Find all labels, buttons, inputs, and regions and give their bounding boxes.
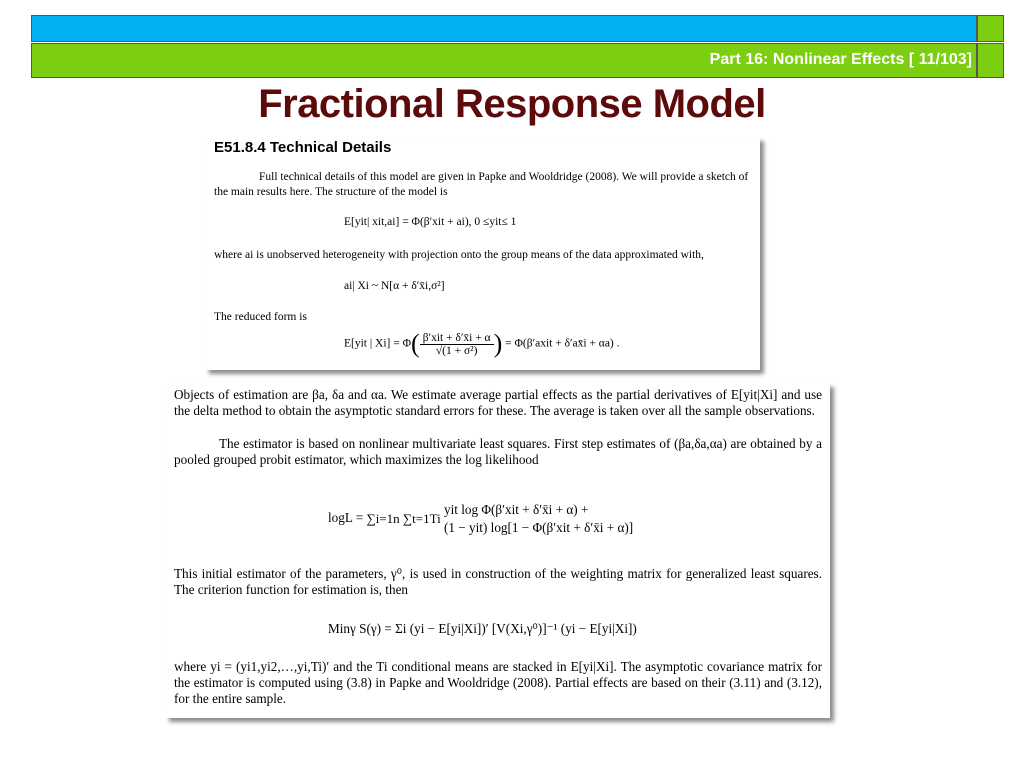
header-bar-top bbox=[31, 15, 977, 42]
part-label: Part 16: Nonlinear Effects [ 11/103] bbox=[709, 51, 972, 68]
technical-details-panel bbox=[205, 137, 760, 370]
loglik-lhs: logL = bbox=[328, 510, 364, 526]
loglik-line-2: (1 − yit) log[1 − Φ(β′xit + δ′x̄i + α)] bbox=[444, 520, 634, 535]
header-side-box-top bbox=[977, 15, 1004, 42]
paragraph-model-intro: Full technical details of this model are given in Papke and Wooldridge (2008). We will provide a sketch of the main results here. The structure of the model is bbox=[214, 171, 749, 198]
fraction-denominator: √(1 + σ²) bbox=[435, 344, 478, 357]
header-bar-green bbox=[31, 43, 977, 78]
equation-criterion: Minγ S(γ) = Σi (yi − E[yi|Xi])′ [V(Xi,γ⁰)]⁻¹ (yi − E[yi|Xi]) bbox=[328, 621, 637, 636]
paragraph-reduced-form: The reduced form is bbox=[214, 311, 307, 323]
header-side-box-bottom bbox=[977, 43, 1004, 78]
paragraph-stacking: where yi = (yi1,yi2,…,yi,Ti)′ and the Ti conditional means are stacked in E[yi|Xi]. The asymptotic covariance matrix for the estimator is computed using (3.8) in Papke and Wooldridge (2008). Partial effects are based on their (3.11) and (3.12), for the entire sample. bbox=[174, 659, 822, 706]
panel-heading: E51.8.4 Technical Details bbox=[214, 139, 392, 156]
equation-model-structure: E[yit| xit,ai] = Φ(β′xit + ai), 0 ≤yit≤ 1 bbox=[344, 216, 517, 228]
reduced-form-fraction bbox=[420, 332, 494, 357]
paragraph-gls: This initial estimator of the parameters, γ⁰, is used in construction of the weighting matrix for generalized least squares. The criterion function for estimation is, then bbox=[174, 566, 822, 597]
left-paren: ( bbox=[411, 329, 420, 358]
paragraph-estimator: The estimator is based on nonlinear multivariate least squares. First step estimates of (βa,δa,αa) are obtained by a pooled grouped probit estimator, which maximizes the log likelihood bbox=[174, 436, 822, 467]
reduced-form-lhs: E[yit | Xi] = Φ bbox=[344, 337, 412, 350]
equation-log-likelihood bbox=[328, 501, 633, 537]
estimation-panel bbox=[165, 383, 830, 718]
paragraph-heterogeneity: where ai is unobserved heterogeneity with projection onto the group means of the data approximated with, bbox=[214, 249, 704, 261]
slide-title: Fractional Response Model bbox=[258, 82, 766, 126]
equation-projection: ai| Xi ~ N[α + δ′x̄i,σ²] bbox=[344, 280, 445, 292]
loglik-terms bbox=[444, 501, 633, 537]
loglik-sums: ∑i=1n ∑t=1Ti bbox=[366, 511, 441, 526]
right-paren: ) bbox=[493, 329, 503, 358]
fraction-numerator: β′xit + δ′x̄i + α bbox=[420, 332, 494, 345]
paragraph-objects: Objects of estimation are βa, δa and αa. We estimate average partial effects as the partial derivatives of E[yit|Xi] and use the delta method to obtain the asymptotic standard errors for these. The average is taken over all the sample observations. bbox=[174, 387, 822, 418]
reduced-form-rhs: = Φ(β′axit + δ′ax̄i + αa) . bbox=[505, 337, 620, 350]
loglik-line-1: yit log Φ(β′xit + δ′x̄i + α) + bbox=[444, 502, 589, 517]
equation-reduced-form bbox=[344, 329, 620, 359]
